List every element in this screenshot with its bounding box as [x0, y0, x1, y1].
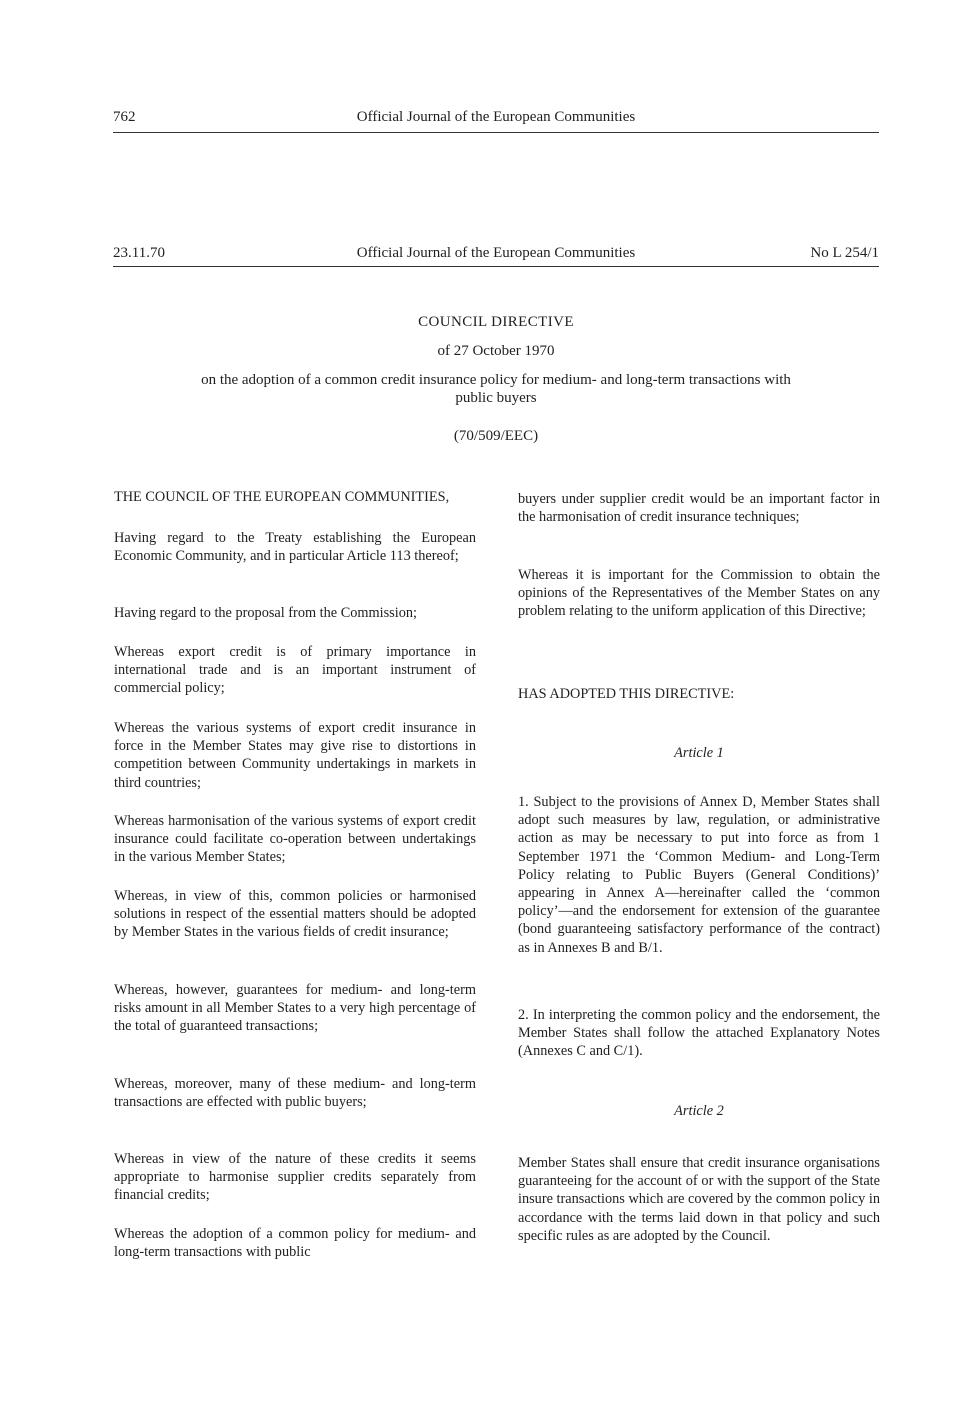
recital-harmonisation: Whereas harmonisation of the various systems of export credit insurance could facilitate co-operation between undertakings in the various Member States; — [114, 813, 476, 866]
recital-common-policy: Whereas the adoption of a common policy for medium- and long-term transactions with public — [114, 1226, 476, 1261]
issue-page-reference: No L 254/1 — [810, 245, 879, 261]
directive-subject: on the adoption of a common credit insurance policy for medium- and long-term transactions with public buyers — [201, 372, 791, 406]
recital-proposal: Having regard to the proposal from the Commission; — [114, 605, 417, 621]
directive-date: of 27 October 1970 — [437, 343, 555, 359]
document-header — [113, 242, 879, 267]
recital-treaty: Having regard to the Treaty establishing the European Economic Community, and in particular Article 113 thereof; — [114, 530, 476, 565]
article-1-heading: Article 1 — [674, 745, 724, 761]
recital-export-credit: Whereas export credit is of primary importance in international trade and is an important instrument of commercial policy; — [114, 644, 476, 697]
recital-supplier-credits: Whereas in view of the nature of these credits it seems appropriate to harmonise supplier credits separately from financial credits; — [114, 1151, 476, 1204]
preamble-authority: THE COUNCIL OF THE EUROPEAN COMMUNITIES, — [114, 489, 450, 505]
directive-heading: COUNCIL DIRECTIVE — [418, 314, 574, 330]
page-number: 762 — [113, 109, 136, 125]
recital-guarantees: Whereas, however, guarantees for medium- and long-term risks amount in all Member States to a very high percentage of the total of guaranteed transactions; — [114, 982, 476, 1035]
publication-date: 23.11.70 — [113, 245, 165, 261]
article-1-paragraph-2: 2. In interpreting the common policy and the endorsement, the Member States shall follow the attached Explanatory Notes (Annexes C and C/1). — [518, 1007, 880, 1060]
recital-commission-opinions: Whereas it is important for the Commission to obtain the opinions of the Representatives of the Member States on any problem relating to the uniform application of this Directive; — [518, 567, 880, 620]
directive-reference: (70/509/EEC) — [453, 428, 539, 444]
page-header — [113, 106, 879, 133]
enacting-formula: HAS ADOPTED THIS DIRECTIVE: — [518, 686, 735, 702]
journal-title: Official Journal of the European Communities — [356, 245, 636, 261]
recital-common-policies: Whereas, in view of this, common policies or harmonised solutions in respect of the essential matters should be adopted by Member States in the various fields of credit insurance; — [114, 888, 476, 941]
article-2-paragraph: Member States shall ensure that credit insurance organisations guaranteeing for the account of or with the support of the State insure transactions which are covered by the common policy in accordance with the terms laid down in that policy and such specific rules as are adopted by the Council. — [518, 1155, 880, 1244]
article-2-heading: Article 2 — [674, 1103, 724, 1119]
article-1-paragraph-1: 1. Subject to the provisions of Annex D, Member States shall adopt such measures by law, regulation, or administrative action as may be necessary to put into force as from 1 September 1971 the ‘Common Medium- and Long-Term Policy relating to Public Buyers (General Conditions)’ appearing in Annex A—hereinafter called the ‘common policy’—and the endorsement for extension of the guarantee (bond guaranteeing satisfactory performance of the contract) as in Annexes B and B/1. — [518, 794, 880, 956]
journal-title: Official Journal of the European Communities — [356, 109, 636, 125]
recital-continuation: buyers under supplier credit would be an important factor in the harmonisation of credit insurance techniques; — [518, 491, 880, 526]
recital-distortions: Whereas the various systems of export credit insurance in force in the Member States may give rise to distortions in competition between Community undertakings in markets in third countries; — [114, 720, 476, 791]
recital-public-buyers: Whereas, moreover, many of these medium- and long-term transactions are effected with public buyers; — [114, 1076, 476, 1111]
